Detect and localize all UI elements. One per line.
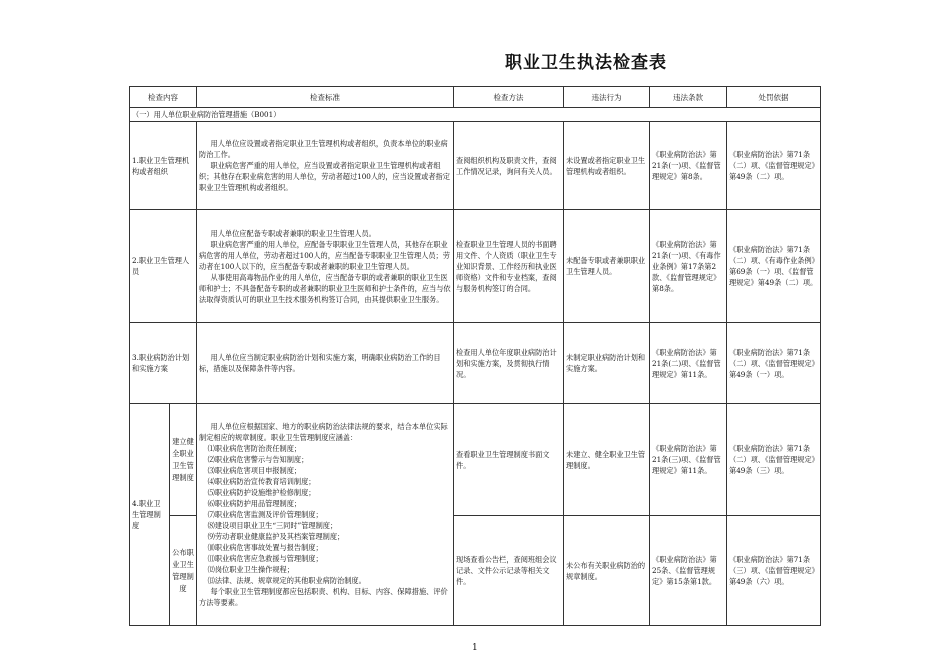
table-row [130,404,821,516]
penalty-cell: 《职业病防治法》第71条（二）项、《监督管理规定》第49条（三）项。 [727,404,821,516]
penalty-cell: 《职业病防治法》第71条（二）项、《监督管理规定》第49条（二）项。 [727,122,821,210]
list-item: ⒀法律、法规、规章规定的其他职业病防治制度。 [207,576,366,585]
standard-paragraph: 职业病危害严重的用人单位，应配备专职职业卫生管理人员，其他存在职业病危害的用人单位，劳动者超过100人的，应当配备专职职业卫生管理人员；劳动者在100人以下的，应当配备专职或者兼职的职业卫生管理人员。 [199,239,450,271]
header-clause: 违法条款 [650,87,727,108]
page-title: 职业卫生执法检查表 [505,53,667,73]
section-row [130,108,821,122]
list-item: ⑷职业病防治宣传教育培训制度； [207,477,316,486]
clause-cell: 《职业病防治法》第21条(二)项、《监督管理规定》第11条。 [650,323,727,404]
table-row [130,210,821,323]
list-item: ⑽职业病危害事故处置与报告制度； [207,543,323,552]
standard-paragraph: 职业病危害严重的用人单位，应当设置或者指定职业卫生管理机构或者组织；其他存在职业病危害的用人单位，劳动者超过100人的，应当设置或者指定职业卫生管理机构或者组织。 [199,161,450,192]
clause-cell: 《职业病防治法》第21条(一)项、《有毒作业条例》第17条第2款、《监督管理规定》第8条。 [650,210,727,323]
method-cell: 查阅组织机构及职责文件，查阅工作情况记录，询问有关人员。 [454,122,564,210]
clause-cell: 《职业病防治法》第21条(三)项、《监督管理规定》第11条。 [650,404,727,516]
header-check-method: 检查方法 [454,87,564,108]
method-cell: 现场查看公告栏，查阅班组会议记录、文件公示记录等相关文件。 [454,516,564,626]
standard-paragraph: 从事使用高毒物品作业的用人单位，应当配备专职的或者兼职的职业卫生医师和护士；不具备配备专职的或者兼职的职业卫生医师和护士条件的，应当与依法取得资质认可的职业卫生技术服务机构签订合同，由其提供职业卫生服务。 [199,272,451,304]
item-cell: 3.职业病防治计划和实施方案 [130,323,197,404]
table-header-row [130,87,821,108]
violation-cell: 未设置或者指定职业卫生管理机构或者组织。 [564,122,650,210]
method-cell: 查看职业卫生管理制度书面文件。 [454,404,564,516]
violation-cell: 未公布有关职业病防治的规章制度。 [564,516,650,626]
list-item: ⑹职业病防护用品管理制度； [207,499,302,508]
list-item: ⑾职业病危害应急救援与管理制度； [207,554,323,563]
penalty-cell: 《职业病防治法》第71条（二）项、《有毒作业条例》第69条（一）项、《监督管理规定》第49条（二）项。 [727,210,821,323]
standard-paragraph: 用人单位应设置或者指定职业卫生管理机构或者组织，负责本单位的职业病防治工作。 [199,139,448,159]
list-item: ⑻建设项目职业卫生“三同时”管理制度； [207,521,338,530]
penalty-cell: 《职业病防治法》第71条（三）项、《监督管理规定》第49条（六）项。 [727,516,821,626]
subitem-cell: 公布职业卫生管理制度 [170,516,197,626]
standard-cell [197,210,454,323]
list-item: ⑺职业病危害监测及评价管理制度； [207,510,323,519]
inspection-table [129,86,821,626]
item-cell: 1.职业卫生管理机构或者组织 [130,122,197,210]
method-cell: 检查职业卫生管理人员的书面聘用文件、个人资质（职业卫生专业知识背景、工作经历和执业医师资格）文件和专业档案，查阅与服务机构签订的合同。 [454,210,564,323]
violation-cell: 未配备专职或者兼职职业卫生管理人员。 [564,210,650,323]
clause-cell: 《职业病防治法》第25条、《监督管理规定》第15条第1款。 [650,516,727,626]
clause-cell: 《职业病防治法》第21条(一)项、《监督管理规定》第8条。 [650,122,727,210]
violation-cell: 未制定职业病防治计划和实施方案。 [564,323,650,404]
list-item: ⑵职业病危害警示与告知制度； [207,455,309,464]
violation-cell: 未建立、健全职业卫生管理制度。 [564,404,650,516]
item-cell: 4.职业卫生管理制度 [130,404,170,626]
standard-paragraph: 用人单位应根据国家、地方的职业病防治法律法规的要求，结合本单位实际制定相应的规章制度。职业卫生管理制度应涵盖： [199,422,448,442]
table-row [130,122,821,210]
method-cell: 检查用人单位年度职业病防治计划和实施方案，及贯彻执行情况。 [454,323,564,404]
standard-paragraph: 用人单位应当制定职业病防治计划和实施方案，明确职业病防治工作的目标，措施以及保障条件等内容。 [199,353,441,373]
list-item: ⑶职业病危害项目申报制度； [207,466,302,475]
header-violation: 违法行为 [564,87,650,108]
standard-paragraph: 每个职业卫生管理制度都应包括职责、机构、目标、内容、保障措施、评价方法等要素。 [199,587,448,607]
header-check-standard: 检查标准 [197,87,454,108]
standard-paragraph: 用人单位应配备专职或者兼职的职业卫生管理人员。 [210,228,376,238]
item-cell: 2.职业卫生管理人员 [130,210,197,323]
list-item: ⑸职业病防护设施维护检修制度； [207,488,316,497]
standard-cell [197,404,454,626]
page-number: 1 [472,643,478,653]
subitem-cell: 建立健全职业卫生管理制度 [170,404,197,516]
penalty-cell: 《职业病防治法》第71条（二）项、《监督管理规定》第49条（一）项。 [727,323,821,404]
list-item: ⑼劳动者职业健康监护及其档案管理制度； [207,532,345,541]
standard-cell [197,122,454,210]
header-check-content: 检查内容 [130,87,197,108]
standard-cell [197,323,454,404]
list-item: ⑿岗位职业卫生操作规程； [207,565,294,574]
header-penalty: 处罚依据 [727,87,821,108]
list-item: ⑴职业病危害防治责任制度； [207,444,302,453]
section-title: （一）用人单位职业病防治管理措施（B001） [130,108,821,122]
table-row [130,323,821,404]
